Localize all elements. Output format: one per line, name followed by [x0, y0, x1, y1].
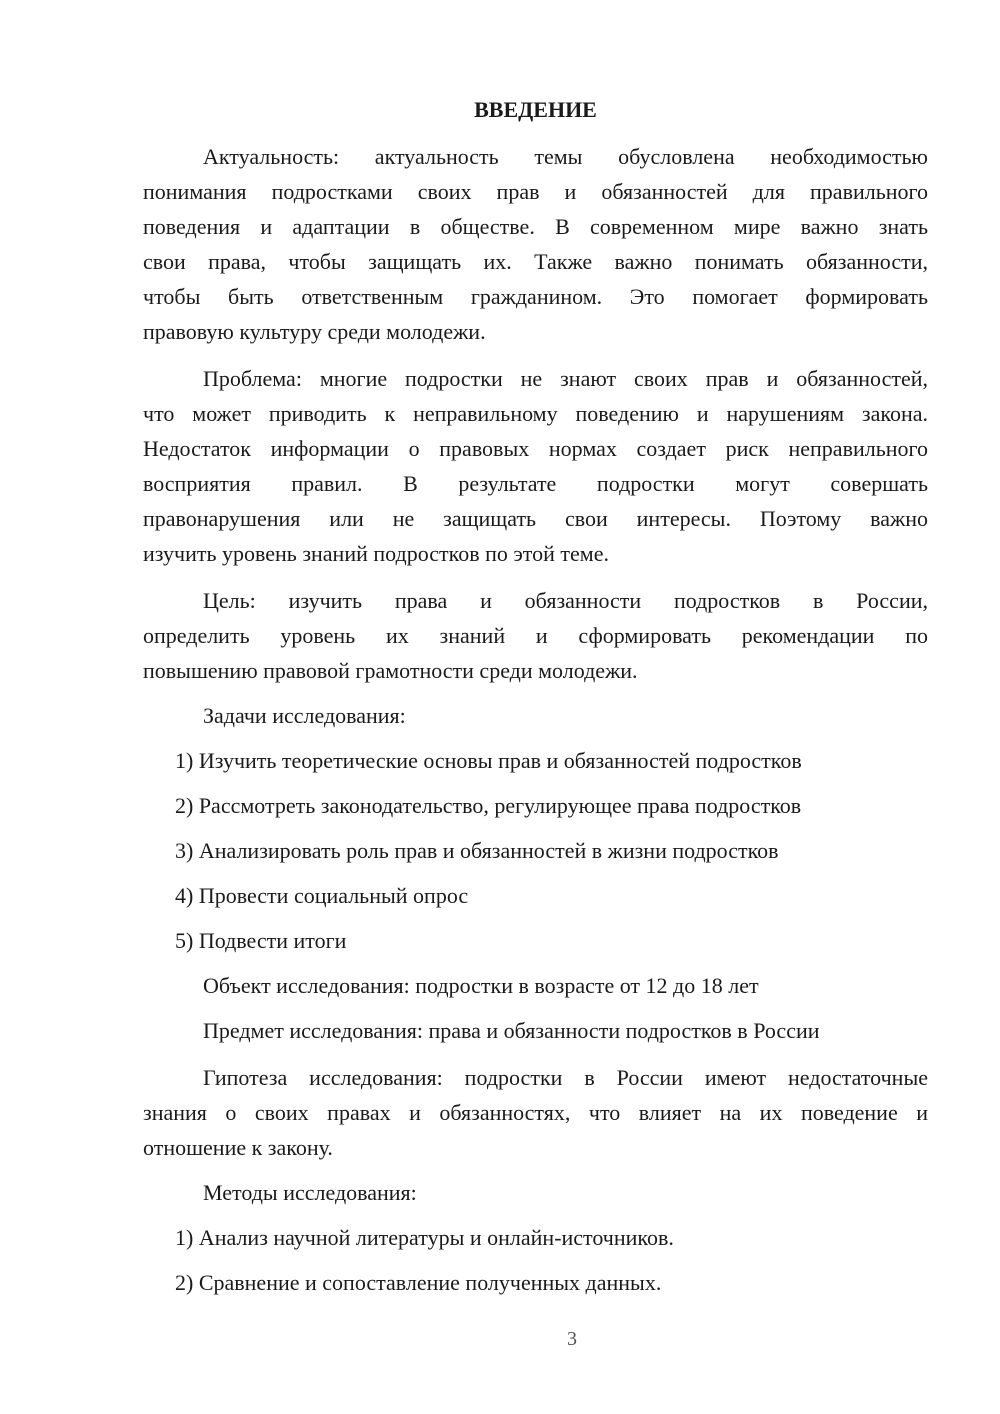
- text-line: Цель: изучить права и обязанности подростков в России,: [203, 588, 928, 613]
- text-line: свои права, чтобы защищать их. Также важно понимать обязанности,: [143, 249, 928, 274]
- text-line: правовую культуру среди молодежи.: [143, 319, 486, 344]
- relevance-paragraph: [143, 139, 928, 349]
- task-item: 1) Изучить теоретические основы прав и обязанностей подростков: [175, 748, 802, 773]
- text-line: отношение к закону.: [143, 1135, 333, 1160]
- text-line: определить уровень их знаний и сформировать рекомендации по: [143, 623, 928, 648]
- task-item: 2) Рассмотреть законодательство, регулирующее права подростков: [175, 793, 802, 818]
- text-line: повышению правовой грамотности среди молодежи.: [143, 658, 638, 683]
- text-line: поведения и адаптации в обществе. В современном мире важно знать: [143, 214, 928, 239]
- text-line: Гипотеза исследования: подростки в России имеют недостаточные: [203, 1065, 928, 1090]
- text-line: Проблема: многие подростки не знают своих прав и обязанностей,: [203, 366, 928, 391]
- method-item: 1) Анализ научной литературы и онлайн-источников.: [175, 1225, 674, 1250]
- tasks-heading: Задачи исследования:: [203, 703, 406, 728]
- text-line: правонарушения или не защищать свои интересы. Поэтому важно: [143, 506, 928, 531]
- text-line: Актуальность: актуальность темы обусловлена необходимостью: [203, 144, 928, 169]
- research-subject: Предмет исследования: права и обязанности подростков в России: [203, 1018, 820, 1043]
- task-item: 4) Провести социальный опрос: [175, 883, 469, 908]
- task-item: 3) Анализировать роль прав и обязанностей в жизни подростков: [175, 838, 779, 863]
- document-page: [143, 92, 928, 1300]
- page-number: 3: [567, 1328, 577, 1350]
- problem-paragraph: [143, 361, 928, 571]
- task-item: 5) Подвести итоги: [175, 928, 347, 953]
- text-line: восприятия правил. В результате подростки могут совершать: [143, 471, 928, 496]
- research-object: Объект исследования: подростки в возрасте от 12 до 18 лет: [203, 973, 759, 998]
- text-line: понимания подростками своих прав и обязанностей для правильного: [143, 179, 928, 204]
- text-line: изучить уровень знаний подростков по этой теме.: [143, 541, 609, 566]
- methods-heading: Методы исследования:: [203, 1180, 417, 1205]
- text-line: знания о своих правах и обязанностях, что влияет на их поведение и: [143, 1100, 928, 1125]
- section-title: ВВЕДЕНИЕ: [474, 97, 597, 122]
- method-item: 2) Сравнение и сопоставление полученных данных.: [175, 1270, 662, 1295]
- text-line: что может приводить к неправильному поведению и нарушениям закона.: [143, 401, 928, 426]
- text-line: чтобы быть ответственным гражданином. Это помогает формировать: [143, 284, 928, 309]
- text-line: Недостаток информации о правовых нормах создает риск неправильного: [143, 436, 928, 461]
- goal-paragraph: [143, 583, 928, 688]
- hypothesis-paragraph: [143, 1060, 928, 1165]
